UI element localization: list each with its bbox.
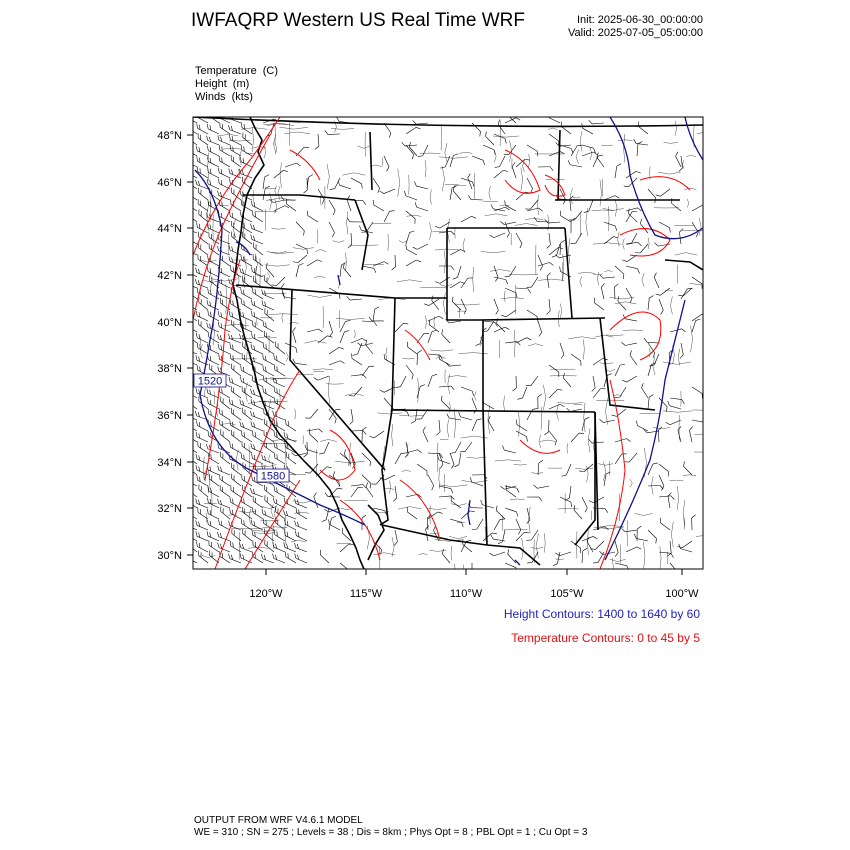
lat-tick-label: 30°N — [157, 550, 182, 562]
lat-tick-label: 44°N — [157, 223, 182, 235]
lat-tick-label: 40°N — [157, 317, 182, 329]
map-background — [193, 117, 703, 569]
longitude-axis — [249, 569, 699, 600]
contour-label-1580 — [257, 469, 289, 483]
temperature-contours-note: Temperature Contours: 0 to 45 by 5 — [511, 631, 700, 645]
init-time: Init: 2025-06-30_00:00:00 — [577, 14, 703, 26]
chart-title: IWFAQRP Western US Real Time WRF — [191, 10, 525, 31]
legend-height-label: Height — [195, 78, 227, 90]
contour-label-1520-text: 1520 — [197, 375, 223, 388]
lat-tick-label: 42°N — [157, 270, 182, 282]
lon-tick-label: 120°W — [249, 588, 283, 600]
lon-tick-label: 110°W — [449, 588, 483, 600]
lat-tick-label: 46°N — [157, 177, 182, 189]
legend-height-unit: (m) — [232, 78, 250, 90]
lat-tick-label: 48°N — [157, 130, 182, 142]
lon-tick-label: 105°W — [550, 588, 584, 600]
lat-tick-label: 32°N — [157, 503, 182, 515]
latitude-axis — [157, 130, 193, 562]
lat-tick-label: 34°N — [157, 457, 182, 469]
contour-label-1580-text: 1580 — [260, 470, 286, 483]
valid-time: Valid: 2025-07-05_05:00:00 — [568, 27, 703, 39]
contour-label-1520 — [194, 374, 226, 388]
legend-winds-unit: (kts) — [231, 91, 253, 103]
model-info-line1: OUTPUT FROM WRF V4.6.1 MODEL — [194, 815, 363, 826]
lon-tick-label: 100°W — [665, 588, 699, 600]
legend-temperature-unit: (C) — [262, 65, 279, 77]
legend-temperature-label: Temperature — [195, 65, 257, 77]
lat-tick-label: 38°N — [157, 363, 182, 375]
model-info-line2: WE = 310 ; SN = 275 ; Levels = 38 ; Dis = 8km ; Phys Opt = 8 ; PBL Opt = 1 ; Cu Opt = 3 — [194, 827, 588, 838]
height-contours-note: Height Contours: 1400 to 1640 by 60 — [503, 607, 700, 621]
lon-tick-label: 115°W — [349, 588, 383, 600]
lat-tick-label: 36°N — [157, 410, 182, 422]
legend-winds-label: Winds — [195, 91, 226, 103]
